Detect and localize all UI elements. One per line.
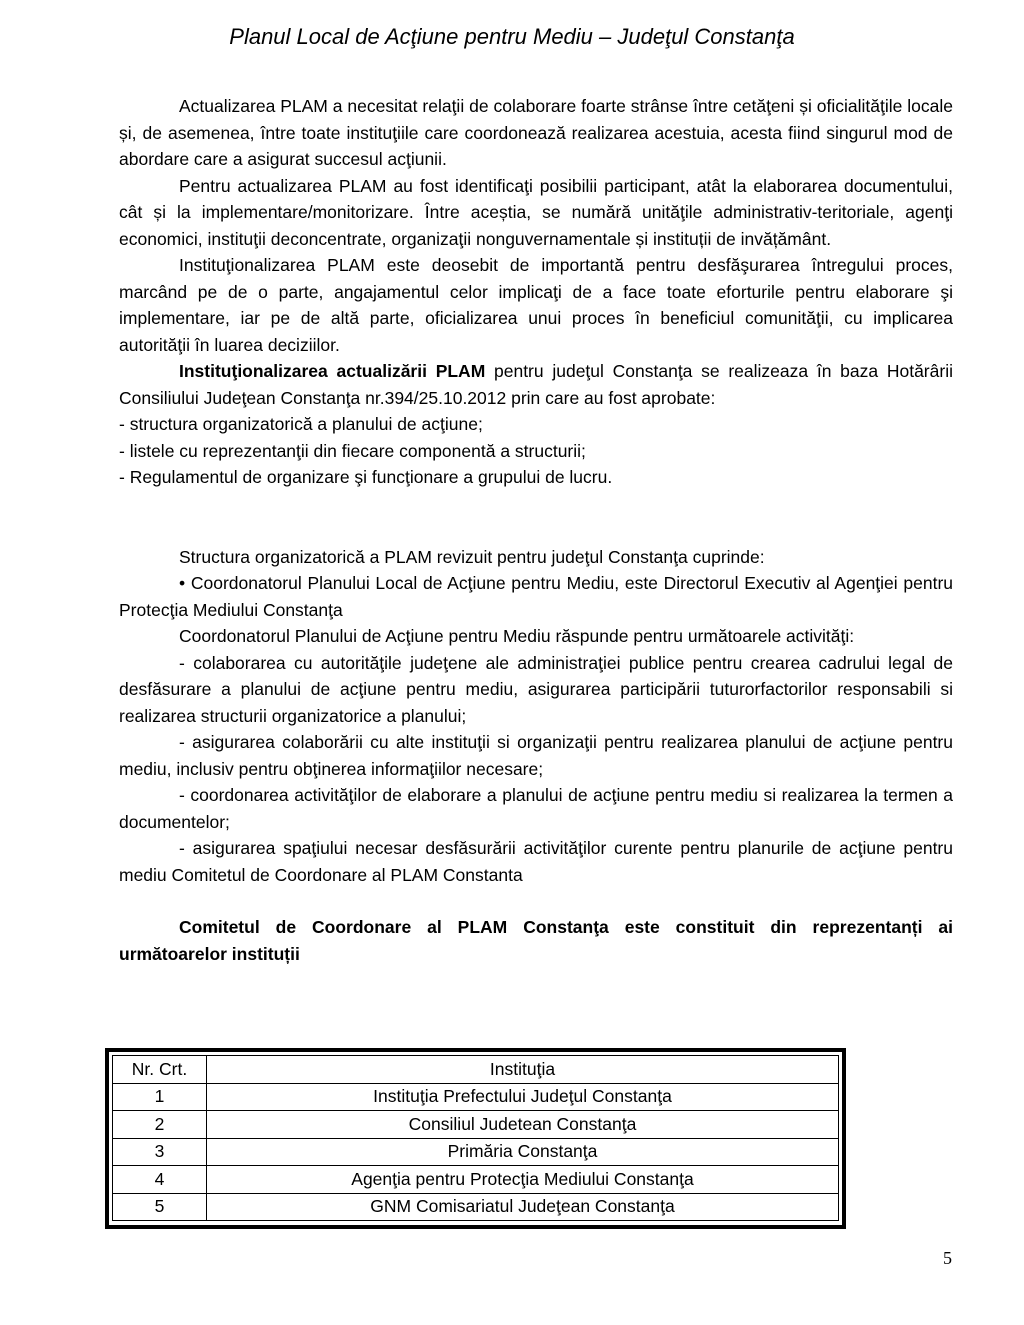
institution-name: Consiliul Judetean Constanţa [207, 1111, 839, 1139]
paragraph-institutionalization: Instituţionalizarea PLAM este deosebit de importantă pentru desfăşurarea întregului proces, marcând pe de o parte, angajamentul celor implicaţi de a face toate eforturile pentru elaborare şi implementare, iar pe de altă parte, oficializarea unui proces în beneficiul comunităţii, cu implicarea autorităţii în luarea deciziilor. [119, 255, 953, 355]
row-number: 1 [113, 1083, 207, 1111]
paragraph-structure: Structura organizatorică a PLAM revizuit pentru judeţul Constanţa cuprinde: [179, 546, 765, 567]
paragraph-coordinator: • Coordonatorul Planului Local de Acţiune pentru Mediu, este Directorul Executiv al Agenţiei pentru Protecţia Mediului Constanţa [119, 573, 953, 620]
activity-item: - asigurarea colaborării cu alte instituţii si organizaţii pentru realizarea planului de acţiune pentru mediu, inclusiv pentru obţinerea informaţiilor necesare; [119, 732, 953, 779]
table-header-row [113, 1056, 839, 1084]
list-item: - Regulamentul de organizare şi funcţionare a grupului de lucru. [119, 467, 613, 487]
bold-phrase: Instituţionalizarea actualizării PLAM [179, 361, 486, 381]
institution-name: Instituţia Prefectului Judeţul Constanţa [207, 1083, 839, 1111]
paragraph-collaboration: Actualizarea PLAM a necesitat relaţii de colaborare foarte strânse între cetăţeni și oficialităţile locale și, de asemenea, între toate instituţiile care coordonează realizarea acestuia, acesta fiind singurul mod de abordare care a asigurat succesul acţiunii. [119, 96, 953, 169]
list-item: - listele cu reprezentanţii din fiecare componentă a structurii; [119, 440, 586, 461]
table-row [113, 1111, 839, 1139]
table-row [113, 1083, 839, 1111]
row-number: 5 [113, 1193, 207, 1221]
activity-item: - asigurarea spaţiului necesar desfăsurării activităţilor curente pentru planurile de acţiune pentru mediu Comitetul de Coordonare al PLAM Constanta [119, 838, 953, 885]
activity-item: - colaborarea cu autorităţile judeţene ale administraţiei publice pentru crearea cadrului legal de desfăsurare a planului de acţiune pentru mediu, asigurarea participării tuturorfactorilor responsabili si realizarea structurii organizatorice a planului; [119, 652, 953, 726]
row-number: 2 [113, 1111, 207, 1139]
table-row [113, 1193, 839, 1221]
paragraph-approval [119, 358, 953, 411]
page-header: Planul Local de Acţiune pentru Mediu – Judeţul Constanţa [229, 24, 795, 49]
page-number: 5 [943, 1248, 952, 1268]
paragraph-participants: Pentru actualizarea PLAM au fost identificaţi posibilii participant, atât la elaborarea documentului, cât și la implementare/monitorizare. Între aceștia, se numără unităţile administrativ-teritoriale, agenţi economici, instituţii deconcentrate, organizaţii nonguvernamentale și instituții de invățământ. [119, 175, 953, 249]
approval-text: pentru judeţul Constanţa se realizeaza în baza Hotărârii Consiliului Judeţean Constanţa nr.394/25.10.2012 prin care au fost aprobate: [119, 361, 953, 408]
table-row [113, 1166, 839, 1194]
column-header-nr: Nr. Crt. [113, 1056, 207, 1084]
committee-heading: Comitetul de Coordonare al PLAM Constanţa este constituit din reprezentanți ai următoarelor instituții [119, 917, 953, 964]
column-header-institution: Instituţia [207, 1056, 839, 1084]
institutions-table [105, 1048, 846, 1229]
row-number: 3 [113, 1138, 207, 1166]
activity-item: - coordonarea activităţilor de elaborare a planului de acţiune pentru mediu si realizarea la termen a documentelor; [119, 785, 953, 832]
institution-name: GNM Comisariatul Judeţean Constanţa [207, 1193, 839, 1221]
list-item: - structura organizatorică a planului de acţiune; [119, 414, 483, 434]
table-row [113, 1138, 839, 1166]
document-body [119, 93, 953, 967]
row-number: 4 [113, 1166, 207, 1194]
paragraph-responsibilities: Coordonatorul Planului de Acţiune pentru Mediu răspunde pentru următoarele activităţi: [179, 626, 855, 646]
institution-name: Agenţia pentru Protecţia Mediului Constanţa [207, 1166, 839, 1194]
institution-name: Primăria Constanţa [207, 1138, 839, 1166]
